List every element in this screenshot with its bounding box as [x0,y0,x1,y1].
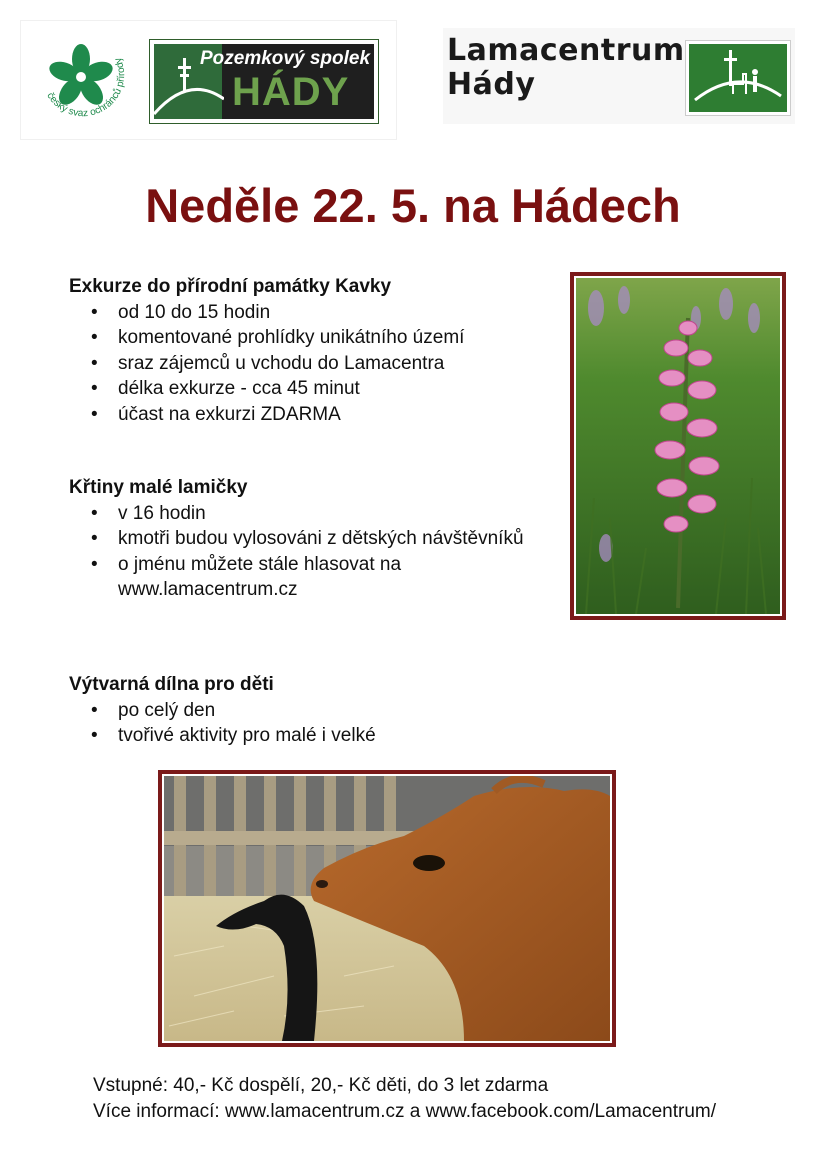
flower-image [576,278,780,614]
section-krtiny [69,475,539,603]
section-dilna [69,672,539,749]
lamacentrum-logo [443,28,795,124]
list-item: • komentované prohlídky unikátního území [69,325,539,351]
lamacentrum-wordmark: Lamacentrum [447,33,685,68]
list-item: • v 16 hodin [69,501,539,527]
list-item: • účast na exkurzi ZDARMA [69,402,539,428]
list-item: • tvořivé aktivity pro malé i velké [69,723,539,749]
csop-logo [37,35,133,127]
bullet-list [69,698,539,749]
section-heading: Exkurze do přírodní památky Kavky [69,276,392,297]
csop-flower-icon [37,35,133,127]
more-info: Více informací: www.lamacentrum.cz a www.facebook.com/Lamacentrum/ [93,1100,717,1122]
list-item: • délka exkurze - cca 45 minut [69,376,539,402]
llama-image [164,776,610,1041]
list-item: • po celý den [69,698,539,724]
entry-price: Vstupné: 40,- Kč dospělí, 20,- Kč děti, do 3 let zdarma [93,1075,549,1096]
hady-wordmark: HÁDY [232,70,350,114]
list-item: • kmotři budou vylosováni z dětských návštěvníků [69,526,539,552]
llama-photo [158,770,616,1047]
section-heading: Křtiny malé lamičky [69,477,248,498]
csop-text: český svaz ochránců přírody [44,55,128,120]
lama-emblem [685,40,791,116]
pozemkovy-spolek-title: Pozemkový spolek [200,48,371,69]
flower-photo [570,272,786,620]
bullet-list [69,501,539,603]
bullet-list [69,300,539,428]
footer-info [93,1073,716,1124]
llama-tower-icon [689,44,787,112]
list-item: • o jménu můžete stále hlasovat na www.lamacentrum.cz [69,552,539,603]
pozemkovy-spolek-logo [149,39,379,124]
page-title: Neděle 22. 5. na Hádech [145,179,681,232]
section-exkurze [69,274,539,427]
partner-logos [20,20,397,140]
list-item: • sraz zájemců u vchodu do Lamacentra [69,351,539,377]
hady-subtitle: Hády [447,67,536,102]
section-heading: Výtvarná dílna pro děti [69,674,274,695]
list-item: • od 10 do 15 hodin [69,300,539,326]
